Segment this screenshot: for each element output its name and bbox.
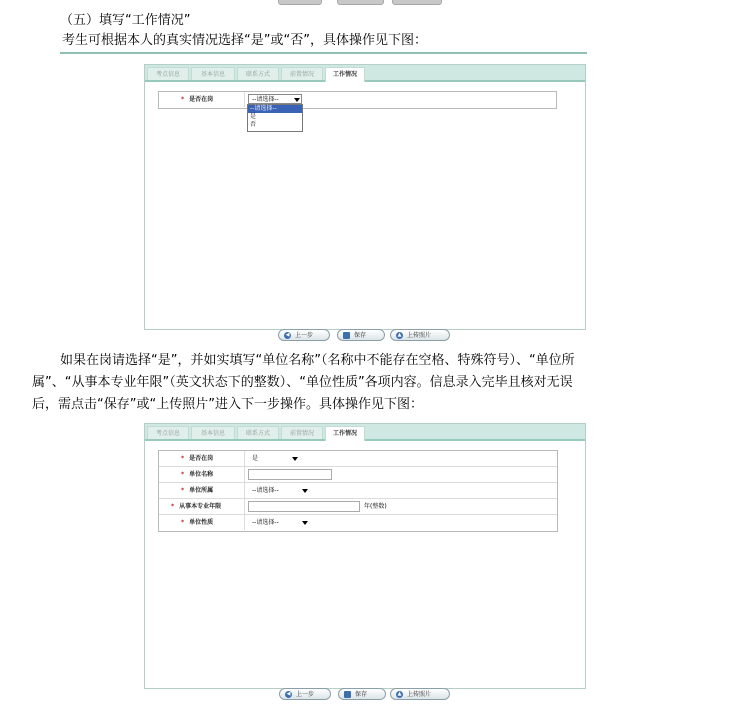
tab-basic-info[interactable]: 基本信息 xyxy=(191,67,235,80)
field-label: * 是否在岗 xyxy=(159,92,245,107)
unit-affiliation-select[interactable]: --请选择-- xyxy=(248,485,312,495)
save-button[interactable]: 保存 xyxy=(337,329,385,341)
form-row-years: * 从事本专业年限 年(整数) xyxy=(159,499,557,515)
option-yes[interactable]: 是 xyxy=(250,113,257,120)
dropdown-list xyxy=(247,104,303,132)
form-row-on-duty: * 是否在岗 是 xyxy=(159,451,557,467)
required-mark: * xyxy=(181,96,185,103)
cropped-top-button-3 xyxy=(392,0,442,5)
middle-text-line-2: 属”、“从事本专业年限”（英文状态下的整数）、“单位性质”各项内容。信息录入完毕且核对无误 xyxy=(32,375,573,390)
tab-basic-info[interactable]: 基本信息 xyxy=(191,426,235,439)
tab-contact[interactable]: 联系方式 xyxy=(237,426,279,439)
save-icon xyxy=(344,691,351,698)
screenshot-1 xyxy=(144,64,586,330)
chevron-down-icon xyxy=(294,98,300,102)
arrow-left-icon: ◀ xyxy=(286,691,291,697)
required-mark: * xyxy=(171,503,175,510)
required-mark: * xyxy=(181,519,185,526)
option-no[interactable]: 否 xyxy=(250,121,257,128)
upload-icon: ▲ xyxy=(397,332,402,338)
prev-button[interactable]: ◀ 上一步 xyxy=(278,329,330,341)
section-title: （五）填写“工作情况” xyxy=(60,13,191,28)
form-row-unit-name: * 单位名称 xyxy=(159,467,557,483)
unit-name-input[interactable] xyxy=(248,469,332,480)
unit-type-select[interactable]: --请选择-- xyxy=(248,517,312,527)
cropped-top-button-1 xyxy=(278,0,322,5)
cropped-top-button-2 xyxy=(337,0,384,5)
tab-exam-site[interactable]: 考点信息 xyxy=(147,67,189,80)
upload-photo-button[interactable]: ▲ 上传照片 xyxy=(390,329,450,341)
option-placeholder[interactable]: --请选择-- xyxy=(248,105,302,113)
intro-text: 考生可根据本人的真实情况选择“是”或“否”，具体操作见下图： xyxy=(62,33,427,48)
tab-work-status[interactable]: 工作情况 xyxy=(325,67,365,82)
form-table xyxy=(158,91,557,109)
form-row xyxy=(159,92,556,107)
tab-prior[interactable]: 前置情况 xyxy=(281,426,323,439)
required-mark: * xyxy=(181,487,185,494)
required-mark: * xyxy=(181,455,185,462)
chevron-down-icon xyxy=(302,521,308,525)
save-icon xyxy=(343,332,350,339)
tab-bar xyxy=(145,424,585,441)
screenshot-2 xyxy=(144,423,586,689)
form-row-unit-type: * 单位性质 --请选择-- xyxy=(159,515,557,530)
divider-line xyxy=(60,52,587,54)
on-duty-select[interactable]: 是 xyxy=(248,453,302,463)
form-table xyxy=(158,450,558,532)
chevron-down-icon xyxy=(302,489,308,493)
middle-text-line-3: 后，需点击“保存”或“上传照片”进入下一步操作。具体操作见下图： xyxy=(32,397,423,412)
years-input[interactable] xyxy=(248,501,360,512)
years-suffix: 年(整数) xyxy=(364,503,387,510)
tab-contact[interactable]: 联系方式 xyxy=(237,67,279,80)
tab-bar xyxy=(145,65,585,82)
arrow-left-icon: ◀ xyxy=(285,332,290,338)
tab-work-status[interactable]: 工作情况 xyxy=(325,426,365,441)
upload-icon: ▲ xyxy=(397,691,402,697)
save-button[interactable]: 保存 xyxy=(338,688,386,700)
upload-photo-button[interactable]: ▲ 上传照片 xyxy=(390,688,450,700)
required-mark: * xyxy=(181,471,185,478)
chevron-down-icon xyxy=(292,457,298,461)
prev-button[interactable]: ◀ 上一步 xyxy=(279,688,331,700)
form-row-unit-affiliation: * 单位所属 --请选择-- xyxy=(159,483,557,499)
tab-exam-site[interactable]: 考点信息 xyxy=(147,426,189,439)
on-duty-select[interactable]: --请选择-- xyxy=(248,94,302,104)
tab-prior[interactable]: 前置情况 xyxy=(281,67,323,80)
middle-text-line-1: 如果在岗请选择“是”，并如实填写“单位名称”（名称中不能存在空格、特殊符号）、“单位所 xyxy=(60,353,575,368)
